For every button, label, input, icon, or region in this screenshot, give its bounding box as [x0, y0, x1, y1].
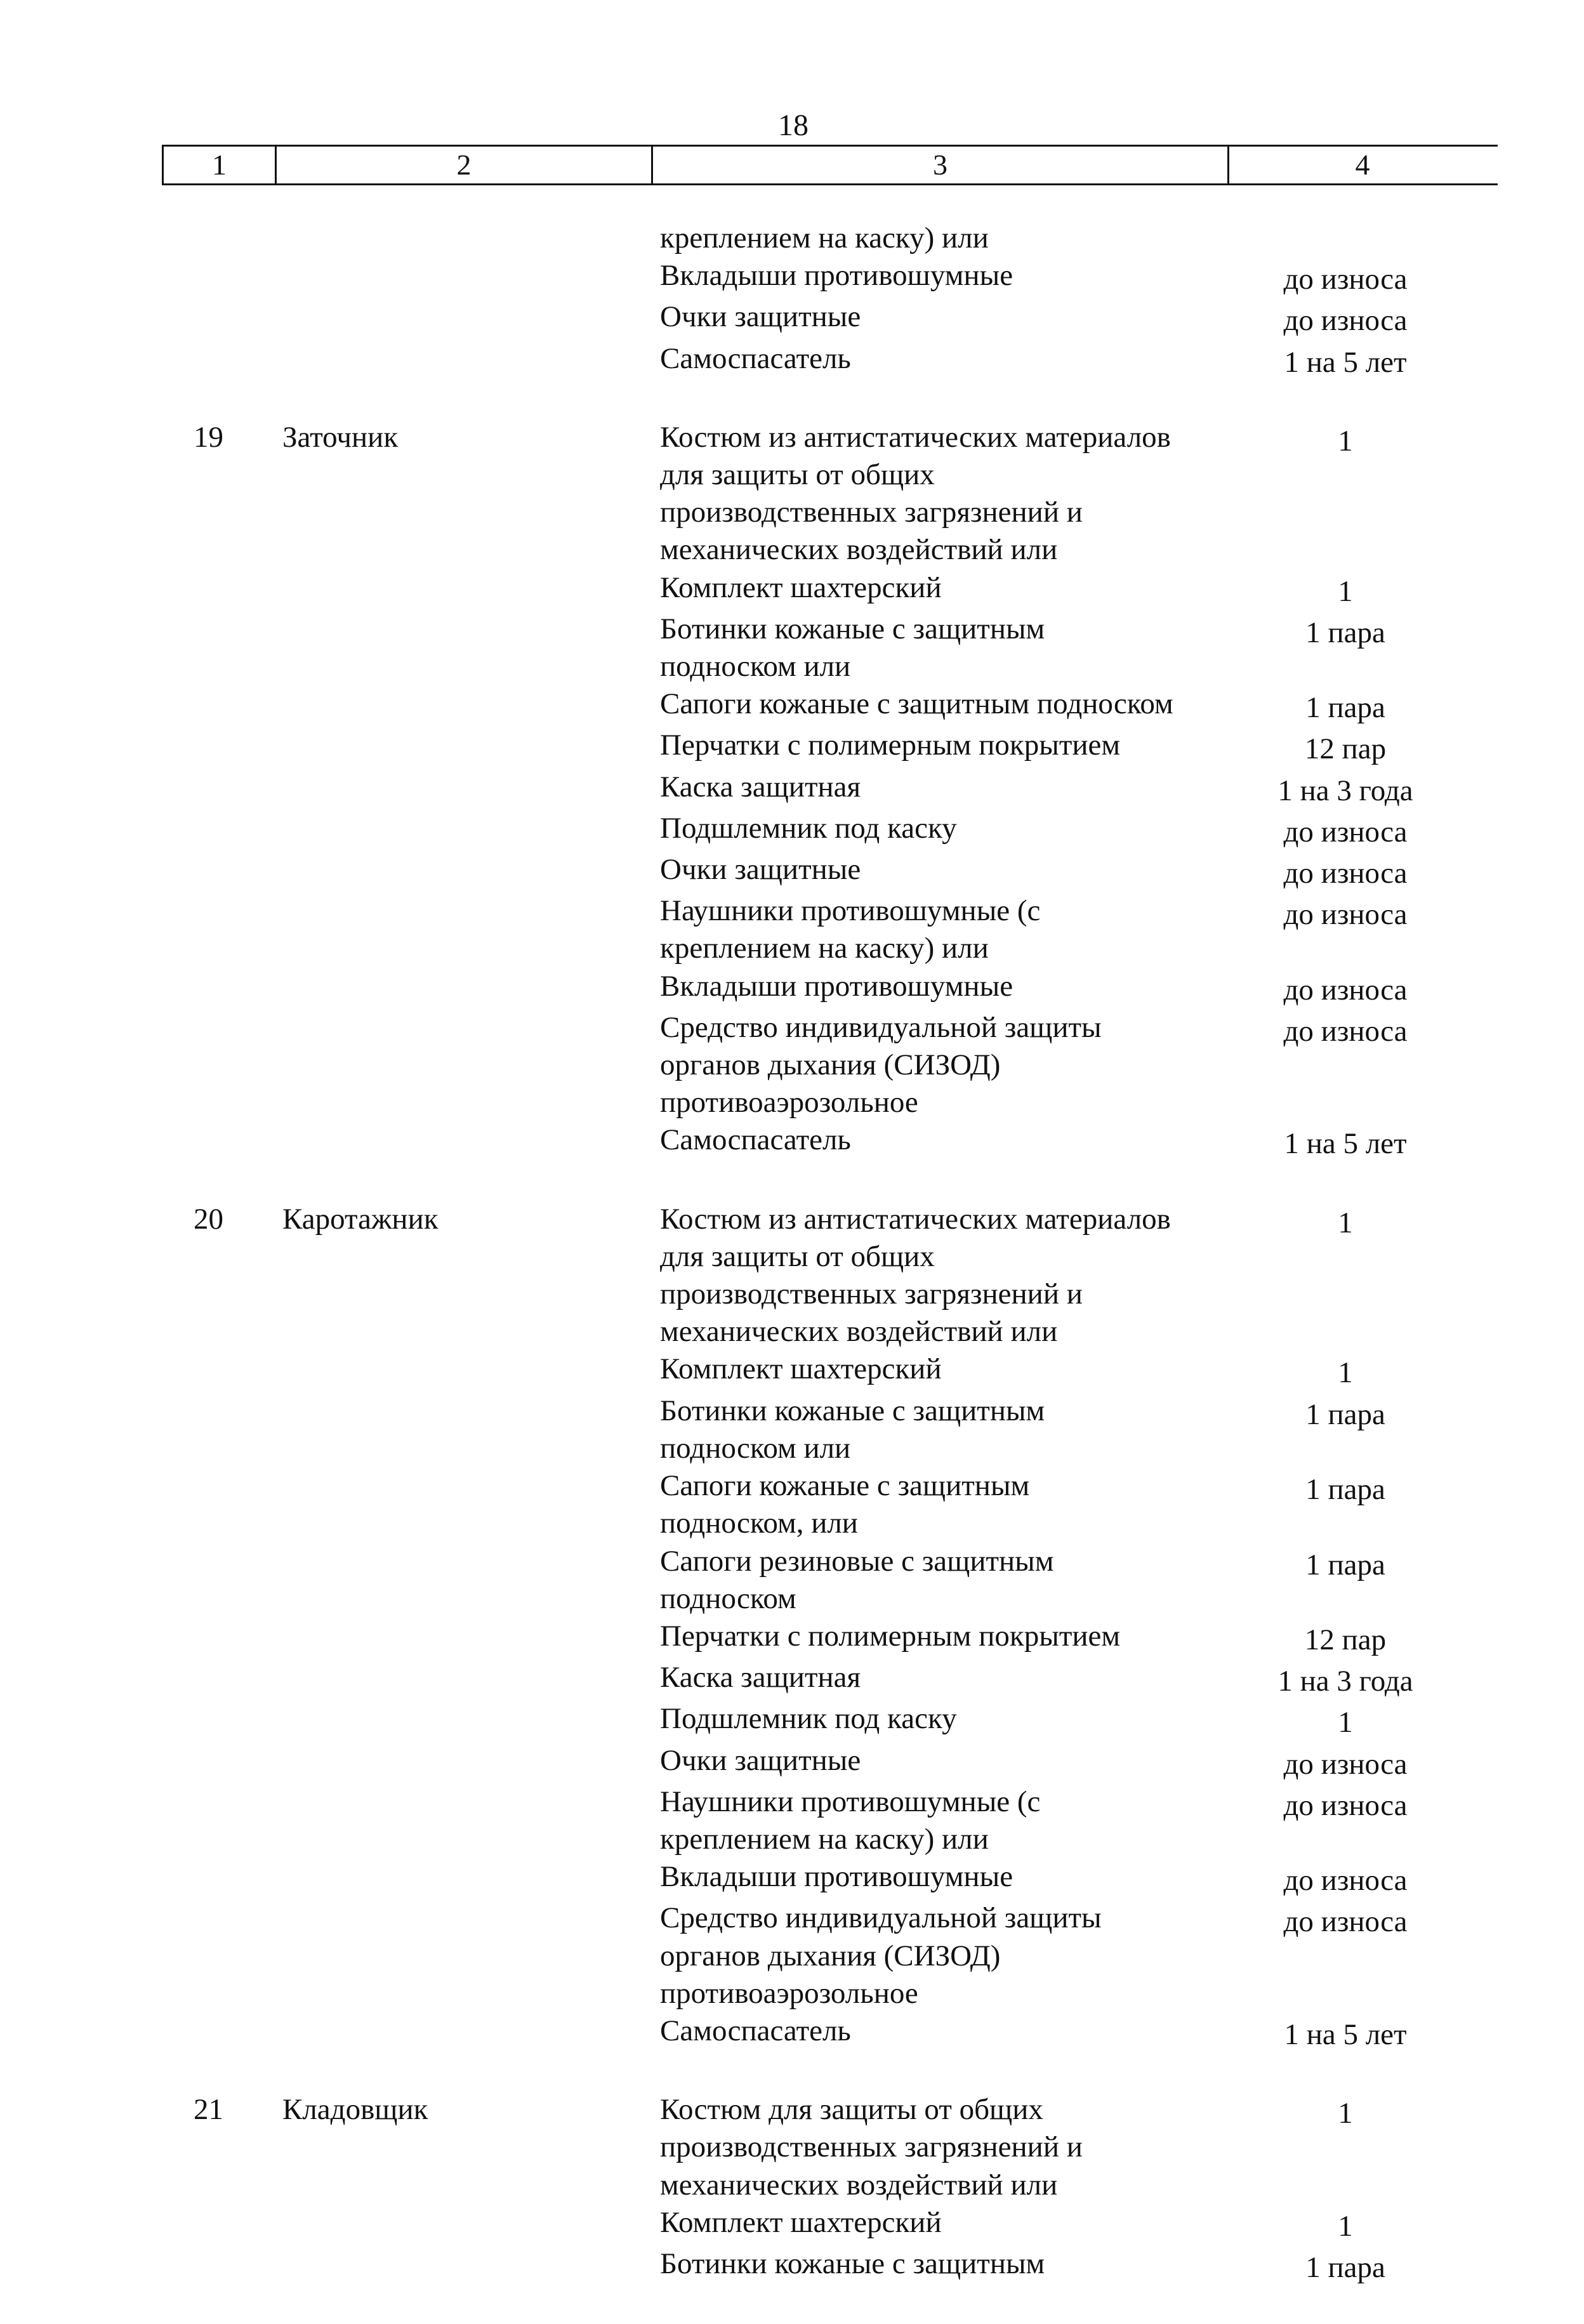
issue-norm: 12 пар — [1304, 1623, 1387, 1656]
protective-item-line: Ботинки кожаные с защитным — [660, 1394, 1045, 1427]
issue-norm: 1 пара — [1305, 616, 1385, 649]
table-row — [0, 1121, 1584, 1163]
protective-item-line: органов дыхания (СИЗОД) — [660, 1048, 1001, 1082]
table-row-group — [0, 1201, 1584, 2054]
issue-norm: 1 на 5 лет — [1284, 2017, 1407, 2051]
issue-norm: 1 — [1338, 2209, 1353, 2243]
protective-item-line: органов дыхания (СИЗОД) — [660, 1939, 1001, 1972]
issue-norm: до износа — [1283, 304, 1408, 338]
issue-norm: до износа — [1283, 1905, 1408, 1939]
protective-item-line: Сапоги резиновые с защитным — [660, 1544, 1054, 1578]
issue-norm: 1 — [1338, 424, 1353, 458]
issue-norm: 1 пара — [1305, 1397, 1385, 1431]
table-row — [0, 1700, 1584, 1741]
table-row — [0, 968, 1584, 1009]
profession-name: Каротажник — [282, 1202, 439, 1236]
protective-item-line: противоаэрозольное — [660, 1976, 918, 2010]
table-row — [0, 2245, 1584, 2287]
protective-item — [660, 340, 1234, 378]
protective-item-line: Ботинки кожаные с защитным — [660, 612, 1045, 645]
protective-item-line: противоаэрозольное — [660, 1086, 918, 1119]
protective-item — [660, 1700, 1234, 1738]
protective-item — [660, 968, 1234, 1005]
table-row — [0, 1618, 1584, 1659]
protective-item-line: для защиты от общих — [660, 1239, 935, 1273]
table-row — [0, 1350, 1584, 1392]
protective-item — [660, 810, 1234, 847]
issue-norm: 1 — [1338, 574, 1353, 608]
protective-item — [660, 1858, 1234, 1896]
issue-norm: до износа — [1283, 263, 1408, 296]
issue-norm: 1 пара — [1305, 1473, 1385, 1507]
protective-item-line: подноском — [660, 1581, 796, 1615]
issue-norm: до износа — [1283, 1014, 1408, 1048]
protective-item-line: механических воздействий или — [660, 2168, 1058, 2202]
table-body — [0, 220, 1584, 2324]
issue-norm: 1 пара — [1305, 691, 1385, 725]
issue-norm: до износа — [1283, 1864, 1408, 1898]
protective-item — [660, 1201, 1234, 1351]
table-row — [0, 1543, 1584, 1618]
table-row — [0, 2091, 1584, 2204]
protective-item — [660, 2012, 1234, 2050]
protective-item-line: Средство индивидуальной защиты — [660, 1901, 1102, 1935]
issue-norm: до износа — [1283, 815, 1408, 848]
table-row — [0, 851, 1584, 892]
protective-item-line: Перчатки с полимерным покрытием — [660, 729, 1121, 762]
page-number: 18 — [778, 109, 808, 142]
protective-item — [660, 1009, 1234, 1122]
protective-item — [660, 1121, 1234, 1159]
header-col-4: 4 — [1355, 149, 1370, 181]
protective-item — [660, 685, 1234, 723]
table-row — [0, 769, 1584, 810]
protective-item-line: подноском или — [660, 650, 851, 683]
protective-item-line: Средство индивидуальной защиты — [660, 1010, 1102, 1044]
table-row — [0, 892, 1584, 967]
protective-item-line: Очки защитные — [660, 853, 861, 887]
table-row-group — [0, 419, 1584, 1163]
protective-item-line: Вкладыши противошумные — [660, 969, 1013, 1003]
issue-norm: 12 пар — [1304, 732, 1387, 766]
issue-norm: 1 пара — [1305, 1548, 1385, 1581]
table-row-group — [0, 220, 1584, 381]
issue-norm: 1 — [1338, 2097, 1353, 2130]
protective-item-line: Вкладыши противошумные — [660, 259, 1013, 293]
protective-item-line: Наушники противошумные (с — [660, 1785, 1041, 1818]
protective-item-line: Каска защитная — [660, 770, 861, 803]
table-header — [162, 145, 1498, 185]
protective-item — [660, 2245, 1234, 2283]
issue-norm: 1 пара — [1305, 2250, 1385, 2284]
table-row — [0, 1858, 1584, 1899]
protective-item-line: Подшлемник под каску — [660, 811, 957, 845]
table-row — [0, 298, 1584, 340]
protective-item — [660, 892, 1234, 967]
protective-item-line: Подшлемник под каску — [660, 1702, 957, 1736]
protective-item-line: производственных загрязнений и — [660, 1278, 1083, 1311]
table-row — [0, 727, 1584, 768]
protective-item-line: Перчатки с полимерным покрытием — [660, 1619, 1121, 1653]
protective-item-line: Комплект шахтерский — [660, 2205, 942, 2239]
table-row — [0, 340, 1584, 381]
protective-item — [660, 1392, 1234, 1467]
header-col-2: 2 — [277, 147, 653, 183]
row-number: 21 — [194, 2093, 223, 2127]
row-number: 20 — [194, 1202, 223, 1236]
protective-item — [660, 1742, 1234, 1779]
header-col-1: 1 — [164, 147, 277, 183]
protective-item-line: механических воздействий или — [660, 1315, 1058, 1349]
table-row — [0, 1742, 1584, 1783]
protective-item — [660, 220, 1234, 257]
protective-item — [660, 1543, 1234, 1618]
protective-item-line: Наушники противошумные (с — [660, 894, 1041, 928]
protective-item — [660, 727, 1234, 764]
table-row — [0, 569, 1584, 611]
protective-item-line: подноском, или — [660, 1507, 858, 1540]
row-number: 19 — [194, 420, 223, 454]
table-row — [0, 2012, 1584, 2054]
table-row — [0, 1899, 1584, 2012]
table-row — [0, 1392, 1584, 1467]
protective-item-line: Комплект шахтерский — [660, 1352, 942, 1386]
protective-item-line: для защиты от общих — [660, 458, 935, 492]
table-row — [0, 810, 1584, 851]
protective-item-line: Каска защитная — [660, 1661, 861, 1694]
issue-norm: до износа — [1283, 857, 1408, 890]
protective-item — [660, 257, 1234, 294]
protective-item-line: креплением на каску) или — [660, 1822, 989, 1856]
table-row — [0, 2204, 1584, 2245]
issue-norm: 1 на 3 года — [1277, 774, 1413, 807]
issue-norm: 1 на 5 лет — [1284, 1127, 1407, 1161]
issue-norm — [1234, 220, 1456, 223]
protective-item-line: Сапоги кожаные с защитным подноском — [660, 687, 1173, 721]
table-row — [0, 1009, 1584, 1122]
issue-norm: 1 — [1338, 1706, 1353, 1740]
issue-norm: до износа — [1283, 898, 1408, 932]
protective-item-line: Костюм для защиты от общих — [660, 2093, 1043, 2127]
issue-norm: 1 на 5 лет — [1284, 345, 1407, 379]
table-row — [0, 1783, 1584, 1858]
table-row — [0, 1467, 1584, 1542]
protective-item — [660, 1467, 1234, 1542]
protective-item — [660, 1659, 1234, 1696]
issue-norm: до износа — [1283, 1747, 1408, 1781]
protective-item — [660, 611, 1234, 685]
protective-item — [660, 769, 1234, 806]
issue-norm: 1 — [1338, 1356, 1353, 1390]
protective-item — [660, 569, 1234, 607]
issue-norm: 1 на 3 года — [1277, 1665, 1413, 1698]
header-col-3: 3 — [653, 147, 1229, 183]
protective-item-line: Очки защитные — [660, 1743, 861, 1777]
protective-item — [660, 1350, 1234, 1388]
protective-item-line: Очки защитные — [660, 300, 861, 334]
table-row — [0, 685, 1584, 727]
protective-item — [660, 851, 1234, 888]
protective-item-line: Вкладыши противошумные — [660, 1860, 1013, 1894]
table-row — [0, 257, 1584, 298]
table-row-group — [0, 2091, 1584, 2287]
protective-item — [660, 1618, 1234, 1655]
protective-item — [660, 2091, 1234, 2204]
protective-item-line: производственных загрязнений и — [660, 496, 1083, 529]
protective-item — [660, 298, 1234, 336]
protective-item-line: Костюм из антистатических материалов — [660, 420, 1171, 454]
protective-item-line: механических воздействий или — [660, 533, 1058, 567]
table-row — [0, 1201, 1584, 1351]
protective-item — [660, 2204, 1234, 2241]
table-row — [0, 220, 1584, 257]
protective-item — [660, 1899, 1234, 2012]
protective-item-line: Самоспасатель — [660, 1123, 851, 1157]
protective-item-line: производственных загрязнений и — [660, 2130, 1083, 2164]
table-row — [0, 1659, 1584, 1700]
protective-item — [660, 419, 1234, 569]
protective-item-line: Костюм из антистатических материалов — [660, 1202, 1171, 1236]
issue-norm: до износа — [1283, 973, 1408, 1007]
protective-item-line: Ботинки кожаные с защитным — [660, 2247, 1045, 2280]
issue-norm: до износа — [1283, 1788, 1408, 1822]
table-row — [0, 611, 1584, 685]
protective-item-line: Сапоги кожаные с защитным — [660, 1469, 1030, 1503]
protective-item-line: креплением на каску) или — [660, 932, 989, 965]
profession-name: Кладовщик — [282, 2093, 428, 2127]
issue-norm: 1 — [1338, 1206, 1353, 1239]
protective-item-line: Самоспасатель — [660, 341, 851, 375]
protective-item-line: Комплект шахтерский — [660, 571, 942, 604]
table-row — [0, 419, 1584, 569]
protective-item-line: подноском или — [660, 1431, 851, 1465]
profession-name: Заточник — [282, 420, 399, 454]
protective-item — [660, 1783, 1234, 1858]
protective-item-line: Самоспасатель — [660, 2014, 851, 2047]
protective-item-line: креплением на каску) или — [660, 221, 989, 254]
